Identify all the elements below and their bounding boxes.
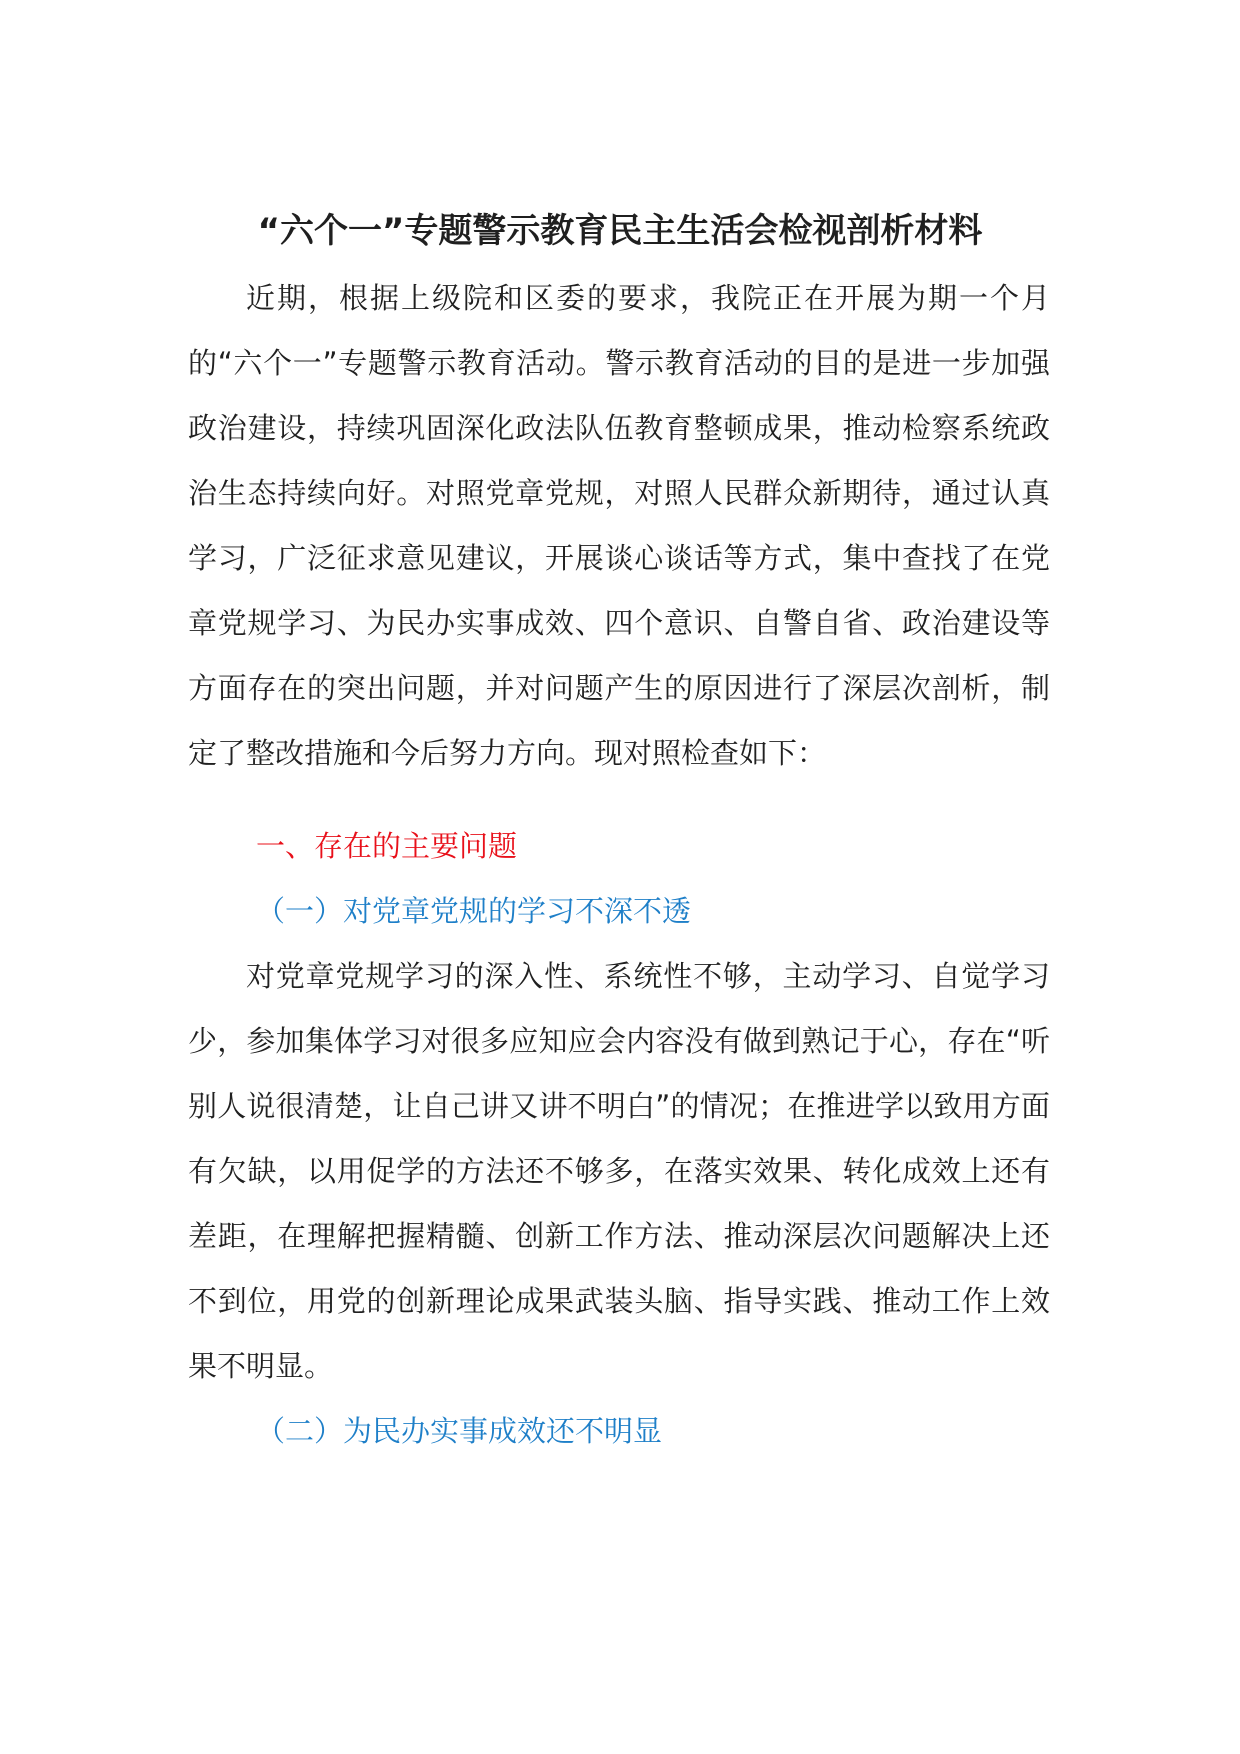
document-title: “六个一”专题警示教育民主生活会检视剖析材料 <box>257 211 983 251</box>
problem-1-paragraph: 对党章党规学习的深入性、系统性不够，主动学习、自觉学习少，参加集体学习对很多应知应会内容没有做到熟记于心，存在“听别人说很清楚，让自己讲又讲不明白”的情况；在推进学以致用方面有欠缺，以用促学的方法还不够多，在落实效果、转化成效上还有差距，在理解把握精髓、创新工作方法、推动深层次问题解决上还不到位，用党的创新理论成果武装头脑、指导实践、推动工作上效果不明显。 <box>188 959 1050 1383</box>
intro-paragraph: 近期，根据上级院和区委的要求，我院正在开展为期一个月的“六个一”专题警示教育活动。警示教育活动的目的是进一步加强政治建设，持续巩固深化政法队伍教育整顿成果，推动检察系统政治生态持续向好。对照党章党规，对照人民群众新期待，通过认真学习，广泛征求意见建议，开展谈心谈话等方式，集中查找了在党章党规学习、为民办实事成效、四个意识、自警自省、政治建设等方面存在的突出问题，并对问题产生的原因进行了深层次剖析，制定了整改措施和今后努力方向。现对照检查如下： <box>188 281 1050 770</box>
section-heading-main-problems: 一、存在的主要问题 <box>256 829 518 863</box>
subheading-problem-2: （二）为民办实事成效还不明显 <box>256 1414 663 1448</box>
subheading-problem-1: （一）对党章党规的学习不深不透 <box>256 894 692 928</box>
